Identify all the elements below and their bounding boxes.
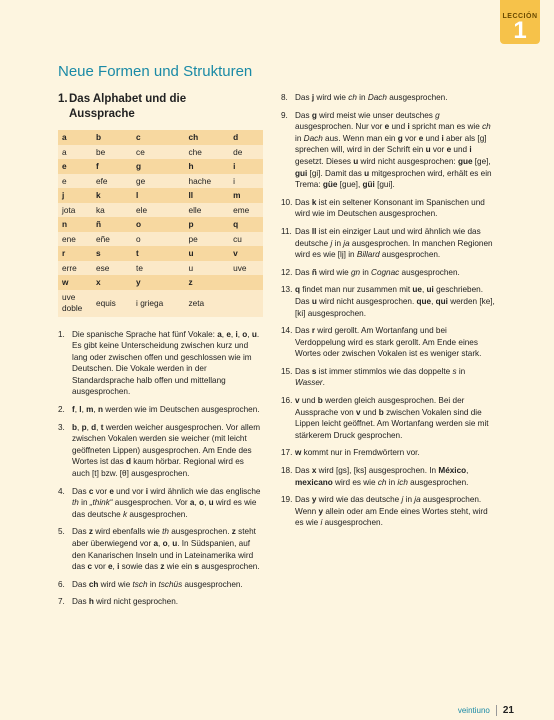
- rule-text: Das k ist ein seltener Konsonant im Spanischen und wird wie im Deutschen ausgesprochen.: [295, 197, 485, 219]
- pronunciation-list-right: [281, 92, 495, 529]
- rule-number: 12.: [281, 267, 293, 277]
- pronunciation-rule: [281, 92, 495, 104]
- rule-text: f, l, m, n werden wie im Deutschen ausgesprochen.: [72, 405, 260, 415]
- alphabet-name-row: [58, 145, 263, 160]
- pronunciation-list-left: [58, 329, 263, 608]
- alphabet-letter-name: a: [58, 145, 92, 160]
- page-number-word: veintiuno: [457, 706, 490, 715]
- alphabet-letter: l: [132, 188, 184, 203]
- alphabet-letter-name: pe: [184, 232, 229, 247]
- alphabet-letter-name: erre: [58, 261, 92, 276]
- alphabet-letter-name: cu: [229, 232, 263, 247]
- alphabet-name-row: [58, 261, 263, 276]
- alphabet-letter-name: i: [229, 174, 263, 189]
- rule-text: Das ll ist ein einziger Laut und wird ähnlich wie das deutsche j in ja ausgesprochen. In manchen Regionen wird es wie [lj] in Billard ausgesprochen.: [295, 226, 493, 260]
- alphabet-letter-name: te: [132, 261, 184, 276]
- left-column: [58, 92, 263, 614]
- alphabet-letter-name: ge: [132, 174, 184, 189]
- rule-number: 2.: [58, 405, 65, 415]
- alphabet-letter-name: ka: [92, 203, 132, 218]
- alphabet-letter: q: [229, 217, 263, 232]
- pronunciation-rule: [58, 404, 263, 416]
- rule-number: 11.: [281, 226, 292, 236]
- alphabet-name-row: [58, 232, 263, 247]
- alphabet-letter-row: [58, 217, 263, 232]
- rule-number: 5.: [58, 527, 65, 537]
- rule-number: 3.: [58, 422, 65, 432]
- subsection-title: [58, 92, 263, 122]
- alphabet-letter: e: [58, 159, 92, 174]
- rule-text: Das ch wird wie tsch in tschüs ausgesprochen.: [72, 579, 243, 589]
- pronunciation-rule: [58, 526, 263, 572]
- subsection-title-line1: Das Alphabet und die: [69, 93, 187, 105]
- right-column: [281, 92, 495, 535]
- alphabet-letter-name: [229, 290, 263, 317]
- rule-number: 17.: [281, 448, 293, 458]
- pronunciation-rule: [281, 366, 495, 389]
- alphabet-letter-name: i griega: [132, 290, 184, 317]
- alphabet-letter: ñ: [92, 217, 132, 232]
- rule-number: 16.: [281, 396, 293, 406]
- pronunciation-rule: [58, 596, 263, 608]
- rule-text: Das y wird wie das deutsche j in ja ausgesprochen. Wenn y allein oder am Ende eines Wortes steht, wird es wie i ausgesprochen.: [295, 495, 488, 528]
- alphabet-letter: u: [184, 246, 229, 261]
- alphabet-letter-row: [58, 246, 263, 261]
- alphabet-letter: g: [132, 159, 184, 174]
- pronunciation-rule: [281, 494, 495, 529]
- rule-text: Das j wird wie ch in Dach ausgesprochen.: [295, 93, 448, 102]
- alphabet-letter-row: [58, 159, 263, 174]
- rule-number: 9.: [281, 110, 288, 120]
- rule-number: 18.: [281, 466, 293, 476]
- pronunciation-rule: [281, 465, 495, 488]
- alphabet-letter: [229, 275, 263, 290]
- rule-text: Das s ist immer stimmlos wie das doppelte s in Wasser.: [295, 366, 466, 388]
- pronunciation-rule: [58, 486, 263, 521]
- alphabet-letter-name: equis: [92, 290, 132, 317]
- alphabet-name-row: [58, 174, 263, 189]
- alphabet-letter: x: [92, 275, 132, 290]
- alphabet-name-row: [58, 290, 263, 317]
- pronunciation-rule: [58, 329, 263, 399]
- alphabet-letter: ch: [184, 130, 229, 145]
- rule-number: 13.: [281, 285, 293, 295]
- alphabet-letter: w: [58, 275, 92, 290]
- alphabet-letter-name: ele: [132, 203, 184, 218]
- rule-text: b, p, d, t werden weicher ausgesprochen. Vor allem zwischen Vokalen werden sie weicher (mit leicht geöffneten Lippen) ausgesprochen. Am Ende des Wortes ist das d kaum hörbar. Regional wird es auch [t] bzw. [θ] ausgesprochen.: [72, 422, 261, 479]
- alphabet-letter-name: de: [229, 145, 263, 160]
- rule-text: Das x wird [gs], [ks] ausgesprochen. In México, mexicano wird es wie ch in ich ausgesprochen.: [295, 466, 469, 487]
- subsection-title-line2: Aussprache: [69, 108, 135, 120]
- alphabet-letter-name: hache: [184, 174, 229, 189]
- alphabet-letter-name: zeta: [184, 290, 229, 317]
- alphabet-letter: y: [132, 275, 184, 290]
- rule-text: Das g wird meist wie unser deutsches g ausgesprochen. Nur vor e und i spricht man es wie ch in Dach aus. Wenn man ein g vor e und i aber als [g] sprechen will, wird in der Schrift ein u vor e und i gesetzt. Dieses u wird nicht ausgesprochen: gue [ge], gui [gi]. Damit das u mitgesprochen wird, erhält es ein Trema: güe [gue], güi [gui].: [295, 110, 492, 190]
- alphabet-letter: r: [58, 246, 92, 261]
- rule-number: 7.: [58, 597, 65, 607]
- rule-text: Das z wird ebenfalls wie th ausgesprochen. z steht aber überwiegend vor a, o, u. In Südspanien, auf den Kanarischen Inseln und in Lateinamerika wird das c vor e, i sowie das z wie ein s ausgesprochen.: [72, 527, 260, 572]
- rule-number: 10.: [281, 197, 293, 207]
- rule-text: Die spanische Sprache hat fünf Vokale: a, e, i, o, u. Es gibt keine Unterscheidung zwischen kurz und lang oder zwischen offen und geschlossen wie im Deutschen. Die Vokale werden in der Standardsprache halb offen und mittellang ausgesprochen.: [72, 329, 260, 397]
- alphabet-letter: s: [92, 246, 132, 261]
- rule-text: w kommt nur in Fremdwörtern vor.: [295, 448, 420, 458]
- rule-text: Das c vor e und vor i wird ähnlich wie das englische th in „think“ ausgesprochen. Vor a, o, u wird es wie das deutsche k ausgesprochen.: [72, 486, 261, 519]
- alphabet-letter-name: uve doble: [58, 290, 92, 317]
- alphabet-letter: k: [92, 188, 132, 203]
- pronunciation-rule: [281, 110, 495, 191]
- alphabet-letter: i: [229, 159, 263, 174]
- pronunciation-rule: [281, 284, 495, 319]
- alphabet-letter: j: [58, 188, 92, 203]
- rule-text: q findet man nur zusammen mit ue, ui geschrieben. Das u wird nicht ausgesprochen. que, qui werden [ke], [ki] ausgesprochen.: [295, 285, 495, 318]
- alphabet-letter: t: [132, 246, 184, 261]
- alphabet-letter-row: [58, 275, 263, 290]
- pronunciation-rule: [58, 579, 263, 591]
- alphabet-letter-name: jota: [58, 203, 92, 218]
- alphabet-letter-name: elle: [184, 203, 229, 218]
- rule-text: Das r wird gerollt. Am Wortanfang und bei Verdoppelung wird es stark gerollt. Am Ende eines Wortes oder zwischen Vokalen ist es weniger stark.: [295, 326, 482, 359]
- section-title: Neue Formen und Strukturen: [58, 63, 253, 80]
- alphabet-letter: m: [229, 188, 263, 203]
- rule-number: 15.: [281, 366, 293, 376]
- subsection-number: 1.: [58, 93, 68, 105]
- pronunciation-rule: [58, 422, 263, 480]
- alphabet-letter-row: [58, 130, 263, 145]
- alphabet-letter: n: [58, 217, 92, 232]
- alphabet-letter-name: u: [184, 261, 229, 276]
- alphabet-letter: c: [132, 130, 184, 145]
- rule-text: v und b werden gleich ausgesprochen. Bei der Aussprache von v und b zwischen Vokalen sind die Lippen leicht geöffnet. Am Wortanfang werden sie mit stärkerem Druck gesprochen.: [295, 396, 489, 440]
- alphabet-letter: a: [58, 130, 92, 145]
- rule-number: 4.: [58, 486, 65, 496]
- alphabet-letter: h: [184, 159, 229, 174]
- pronunciation-rule: [281, 267, 495, 279]
- rule-number: 1.: [58, 329, 65, 339]
- rule-number: 8.: [281, 93, 288, 102]
- pronunciation-rule: [281, 197, 495, 220]
- alphabet-letter-name: che: [184, 145, 229, 160]
- alphabet-letter: f: [92, 159, 132, 174]
- alphabet-letter-name: efe: [92, 174, 132, 189]
- page-number: 21: [496, 705, 514, 716]
- alphabet-letter-name: ene: [58, 232, 92, 247]
- pronunciation-rule: [281, 395, 495, 441]
- rule-text: Das h wird nicht gesprochen.: [72, 597, 179, 607]
- alphabet-letter: b: [92, 130, 132, 145]
- alphabet-letter: ll: [184, 188, 229, 203]
- alphabet-letter-row: [58, 188, 263, 203]
- alphabet-letter: p: [184, 217, 229, 232]
- page-footer: [458, 705, 514, 716]
- alphabet-letter-name: uve: [229, 261, 263, 276]
- alphabet-letter: z: [184, 275, 229, 290]
- alphabet-letter-name: be: [92, 145, 132, 160]
- alphabet-letter: v: [229, 246, 263, 261]
- lesson-label: LECCIÓN: [502, 13, 538, 20]
- rule-number: 14.: [281, 326, 293, 336]
- alphabet-table: [58, 130, 263, 317]
- rule-number: 19.: [281, 495, 293, 505]
- alphabet-letter: o: [132, 217, 184, 232]
- alphabet-letter-name: o: [132, 232, 184, 247]
- lesson-badge: [500, 0, 540, 44]
- pronunciation-rule: [281, 325, 495, 360]
- alphabet-letter-name: e: [58, 174, 92, 189]
- alphabet-letter-name: eñe: [92, 232, 132, 247]
- rule-number: 6.: [58, 579, 65, 589]
- alphabet-name-row: [58, 203, 263, 218]
- alphabet-letter-name: ce: [132, 145, 184, 160]
- alphabet-letter-name: eme: [229, 203, 263, 218]
- lesson-number: 1: [513, 17, 527, 44]
- rule-text: Das ñ wird wie gn in Cognac ausgesprochen.: [295, 267, 460, 277]
- pronunciation-rule: [281, 447, 495, 459]
- alphabet-letter: d: [229, 130, 263, 145]
- alphabet-letter-name: ese: [92, 261, 132, 276]
- pronunciation-rule: [281, 226, 495, 261]
